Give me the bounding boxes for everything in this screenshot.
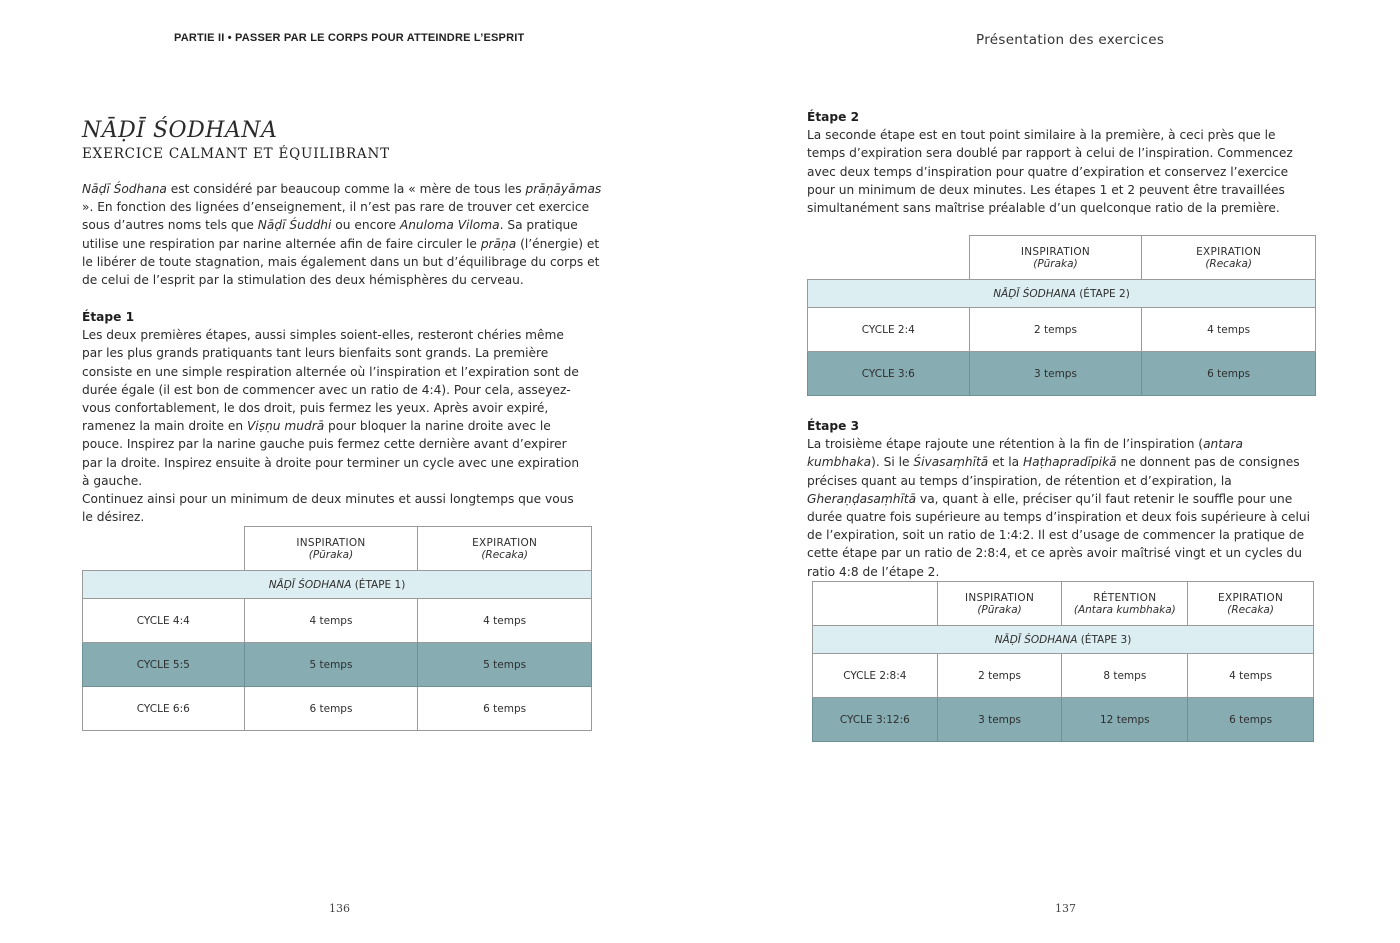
band-suffix: (ÉTAPE 2) [1075,287,1130,300]
text: Les deux premières étapes, aussi simples soient-elles, resteront chéries même par les plus grands pratiquants tant leurs bienfaits sont grands. La première consiste en une simple respiration alternée où l’inspiration et l’expiration sont de durée égale (il est bon de commencer avec un ratio de 4:4). Pour cela, asseyez-vous confortablement, le dos droit, puis fermez les yeux. Après avoir expiré, ramenez la main droite en [82,328,579,434]
band-title: NĀḌĪ ŚODHANA [268,578,352,591]
column-title: INSPIRATION [964,591,1035,604]
band-cell [808,280,1316,308]
term: Anuloma Viloma [399,218,500,233]
table-row [813,698,1314,742]
column-subtitle: (Pūraka) [308,548,354,561]
band-suffix: (ÉTAPE 1) [351,578,406,591]
text: ou encore [331,218,400,233]
table-cell: 2 temps [937,654,1062,698]
table-header-row [808,236,1316,280]
text: ne donnent pas de consignes précises quant au temps d’inspiration, de rétention et d’expiration, la [807,455,1300,488]
column-subtitle: (Antara kumbhaka) [1073,603,1176,616]
term: Gheraṇḍasaṃhītā [807,491,917,506]
running-head: Présentation des exercices [976,32,1165,48]
table-cell: 6 temps [244,687,418,731]
row-label: CYCLE 3:12:6 [813,698,938,742]
table-row [808,308,1316,352]
page-number: 137 [1055,902,1076,915]
column-title: EXPIRATION [1196,245,1262,258]
column-title: RÉTENTION [1093,591,1157,604]
row-label: CYCLE 5:5 [83,643,245,687]
table-cell: 12 temps [1062,698,1188,742]
table-cell: 4 temps [418,599,592,643]
row-label: CYCLE 4:4 [83,599,245,643]
table-cell: 6 temps [1188,698,1314,742]
text: ». En fonction des lignées d’enseignement, il n’est pas rare de trouver cet exercice sous d’autres noms tels que [82,200,590,233]
exercise-title: NĀḌĪ ŚODHANA [82,118,278,143]
text: . Sa pratique utilise une respiration par narine alternée afin de faire circuler le [82,218,578,251]
text: ). Si le [871,455,914,470]
column-subtitle: (Recaka) [1205,257,1252,270]
table-cell: 5 temps [418,643,592,687]
term: Haṭhapradīpikā [1023,455,1117,470]
step3-section [807,417,1319,581]
column-subtitle: (Pūraka) [977,603,1022,616]
right-page [700,0,1400,943]
column-title: INSPIRATION [1020,245,1091,258]
exercise-subtitle: EXERCICE CALMANT ET ÉQUILIBRANT [82,146,390,162]
step2-section [807,108,1317,217]
table-row [83,643,592,687]
table-band-row [808,280,1316,308]
table-cell: 2 temps [969,308,1142,352]
band-title: NĀḌĪ ŚODHANA [993,287,1076,300]
step2-heading: Étape 2 [807,110,860,124]
column-title: INSPIRATION [296,536,366,549]
table-step1 [82,526,592,731]
step2-paragraph: La seconde étape est en tout point similaire à la première, à ceci près que le temps d’expiration sera doublé par rapport à celui de l’inspiration. Commencez avec deux temps d’inspiration pour quatre d’expiration et conservez l’exercice pour un minimum de deux minutes. Les étapes 1 et 2 peuvent être travaillées simultanément sans maîtrise préalable d’un quelconque ratio de la première. [807,128,1293,216]
step1-section [82,308,587,526]
intro-paragraph [82,180,602,289]
table-header-row [83,527,592,571]
term: Nāḍī Śodhana [82,182,167,196]
table-row [808,352,1316,396]
term: Viṣṇu mudrā [246,419,325,434]
step1-heading: Étape 1 [82,310,135,324]
text: est considéré par beaucoup comme la « mère de tous les [166,182,526,196]
table-cell: 4 temps [1142,308,1316,352]
table-cell: 3 temps [937,698,1062,742]
term: prāṇāyāmas [525,182,602,196]
band-cell [83,571,592,599]
text: va, quant à elle, préciser qu’il faut retenir le souffle pour une durée quatre fois supérieure au temps d’inspiration et deux fois supérieure à celui de l’expiration, soit un ratio de 1:4:2. Il est d’usage de commencer la pratique de cette étape par un ratio de 2:8:4, et ce après avoir maîtrisé vingt et un cycles du ratio 4:8 de l’étape 2. [807,491,1310,579]
band-cell [813,626,1314,654]
row-label: CYCLE 2:4 [808,308,970,352]
text: et la [988,455,1023,470]
column-header [1142,236,1316,280]
table-band-row [83,571,592,599]
column-header [1188,582,1314,626]
step3-heading: Étape 3 [807,419,860,433]
page-number: 136 [329,902,350,915]
table-band-row [813,626,1314,654]
empty-header-cell [813,582,938,626]
column-title: EXPIRATION [472,536,538,549]
table-cell: 6 temps [418,687,592,731]
text: (l’énergie) et le libérer de toute stagnation, mais également dans un but d’équilibrage du corps et de celui de l’esprit par la stimulation des deux hémisphères du cerveau. [82,236,600,288]
band-title: NĀḌĪ ŚODHANA [994,633,1078,646]
running-head: PARTIE II • PASSER PAR LE CORPS POUR ATTEINDRE L’ESPRIT [174,32,525,44]
text: La troisième étape rajoute une rétention à la fin de l’inspiration ( [807,437,1204,452]
term: antara kumbhaka [807,437,1243,470]
empty-header-cell [808,236,970,280]
text: pour bloquer la narine droite avec le pouce. Inspirez par la narine gauche puis fermez cette dernière avant d’expirer par la droite. Inspirez ensuite à droite pour terminer un cycle avec une expiration à gauche. [82,419,580,488]
column-header [937,582,1062,626]
table-row [813,654,1314,698]
empty-header-cell [83,527,245,571]
column-header [418,527,592,571]
column-subtitle: (Recaka) [481,548,528,561]
column-subtitle: (Pūraka) [1033,257,1078,270]
table-cell: 8 temps [1062,654,1188,698]
term: prāṇa [480,236,517,251]
row-label: CYCLE 2:8:4 [813,654,938,698]
table-cell: 4 temps [244,599,418,643]
step1-closing: Continuez ainsi pour un minimum de deux minutes et aussi longtemps que vous le désirez. [82,492,574,525]
row-label: CYCLE 3:6 [808,352,970,396]
table-cell: 3 temps [969,352,1142,396]
column-header [244,527,418,571]
column-subtitle: (Recaka) [1227,603,1274,616]
column-header [1062,582,1188,626]
table-cell: 4 temps [1188,654,1314,698]
table-step2 [807,235,1316,396]
table-step3 [812,581,1314,742]
column-header [969,236,1142,280]
table-header-row [813,582,1314,626]
table-row [83,599,592,643]
column-title: EXPIRATION [1218,591,1284,604]
term: Śivasaṃhītā [913,455,989,470]
table-row [83,687,592,731]
table-cell: 6 temps [1142,352,1316,396]
table-cell: 5 temps [244,643,418,687]
term: Nāḍī Śuddhi [257,218,332,233]
row-label: CYCLE 6:6 [83,687,245,731]
band-suffix: (ÉTAPE 3) [1077,633,1132,646]
